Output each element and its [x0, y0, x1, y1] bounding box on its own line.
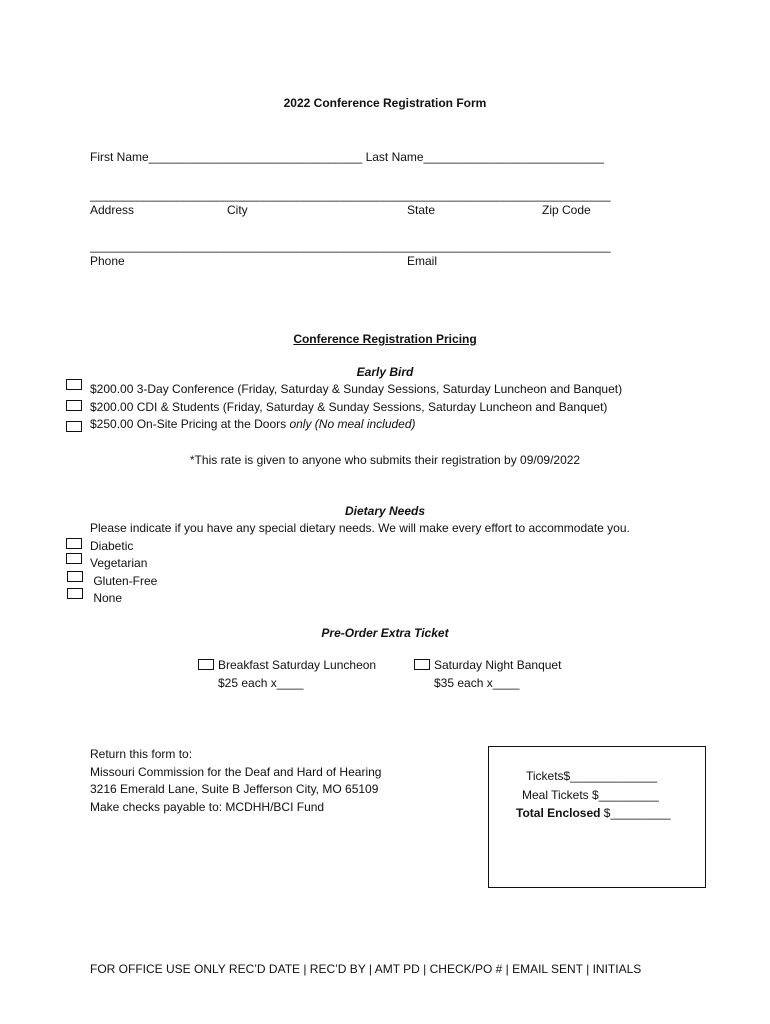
- dietary-option-vegetarian: Vegetarian: [90, 556, 148, 570]
- dietary-instructions: Please indicate if you have any special dietary needs. We will make every effort to accommodate you.: [90, 521, 630, 535]
- phone-email-field-line[interactable]: ______________________________________________________________________________: [90, 239, 611, 253]
- zip-code-label: Zip Code: [542, 203, 591, 217]
- breakfast-checkbox[interactable]: [198, 659, 214, 670]
- dietary-option-gluten-free: Gluten-Free: [90, 574, 158, 588]
- meal-tickets-total[interactable]: Meal Tickets $_________: [522, 788, 659, 802]
- phone-label: Phone: [90, 254, 125, 268]
- banquet-price[interactable]: $35 each x____: [434, 676, 520, 690]
- total-enclosed-label: Total Enclosed: [516, 806, 604, 820]
- dietary-option-diabetic: Diabetic: [90, 539, 134, 553]
- address-field-line[interactable]: ______________________________________________________________________________: [90, 188, 611, 202]
- pricing-note: *This rate is given to anyone who submits their registration by 09/09/2022: [189, 453, 581, 467]
- pricing-option-3day: $200.00 3-Day Conference (Friday, Saturday & Sunday Sessions, Saturday Luncheon and Banquet): [90, 382, 623, 396]
- city-label: City: [227, 203, 248, 217]
- pricing-heading: Conference Registration Pricing: [293, 332, 477, 346]
- breakfast-price[interactable]: $25 each x____: [218, 676, 304, 690]
- pricing-option-cdi: $200.00 CDI & Students (Friday, Saturday & Sunday Sessions, Saturday Luncheon and Banquet): [90, 400, 608, 414]
- dietary-checkbox-diabetic[interactable]: [66, 538, 82, 549]
- dietary-checkbox-gluten-free[interactable]: [67, 571, 83, 582]
- form-title: 2022 Conference Registration Form: [283, 96, 487, 110]
- total-enclosed-value: $_________: [603, 806, 671, 820]
- pricing-option-onsite-text: $250.00 On-Site Pricing at the Doors: [90, 417, 290, 431]
- dietary-heading: Dietary Needs: [344, 504, 426, 518]
- pricing-option-onsite-note: only (No meal included): [289, 417, 416, 431]
- return-line-1: Return this form to:: [90, 747, 193, 761]
- return-line-2: Missouri Commission for the Deaf and Hard of Hearing: [90, 765, 382, 779]
- extra-ticket-heading: Pre-Order Extra Ticket: [321, 626, 449, 640]
- banquet-label: Saturday Night Banquet: [434, 658, 562, 672]
- name-field-line[interactable]: First Name________________________________ Last Name___________________________: [90, 150, 604, 164]
- pricing-checkbox-onsite[interactable]: [66, 421, 82, 432]
- pricing-checkbox-cdi[interactable]: [66, 400, 82, 411]
- return-line-4: Make checks payable to: MCDHH/BCI Fund: [90, 800, 325, 814]
- dietary-checkbox-vegetarian[interactable]: [66, 553, 82, 564]
- dietary-option-none: None: [90, 591, 123, 605]
- state-label: State: [407, 203, 436, 217]
- totals-box: [488, 746, 706, 888]
- total-enclosed[interactable]: [516, 806, 671, 821]
- return-line-3: 3216 Emerald Lane, Suite B Jefferson City, MO 65109: [90, 782, 379, 796]
- banquet-checkbox[interactable]: [414, 659, 430, 670]
- breakfast-label: Breakfast Saturday Luncheon: [218, 658, 377, 672]
- email-label: Email: [407, 254, 438, 268]
- early-bird-heading: Early Bird: [356, 365, 414, 379]
- pricing-checkbox-3day[interactable]: [66, 379, 82, 390]
- dietary-checkbox-none[interactable]: [67, 588, 83, 599]
- tickets-total[interactable]: Tickets$_____________: [526, 769, 657, 783]
- office-use-footer: FOR OFFICE USE ONLY REC’D DATE | REC’D BY | AMT PD | CHECK/PO # | EMAIL SENT | INITIALS: [90, 962, 642, 976]
- address-label: Address: [90, 203, 135, 217]
- pricing-option-onsite: [90, 417, 416, 432]
